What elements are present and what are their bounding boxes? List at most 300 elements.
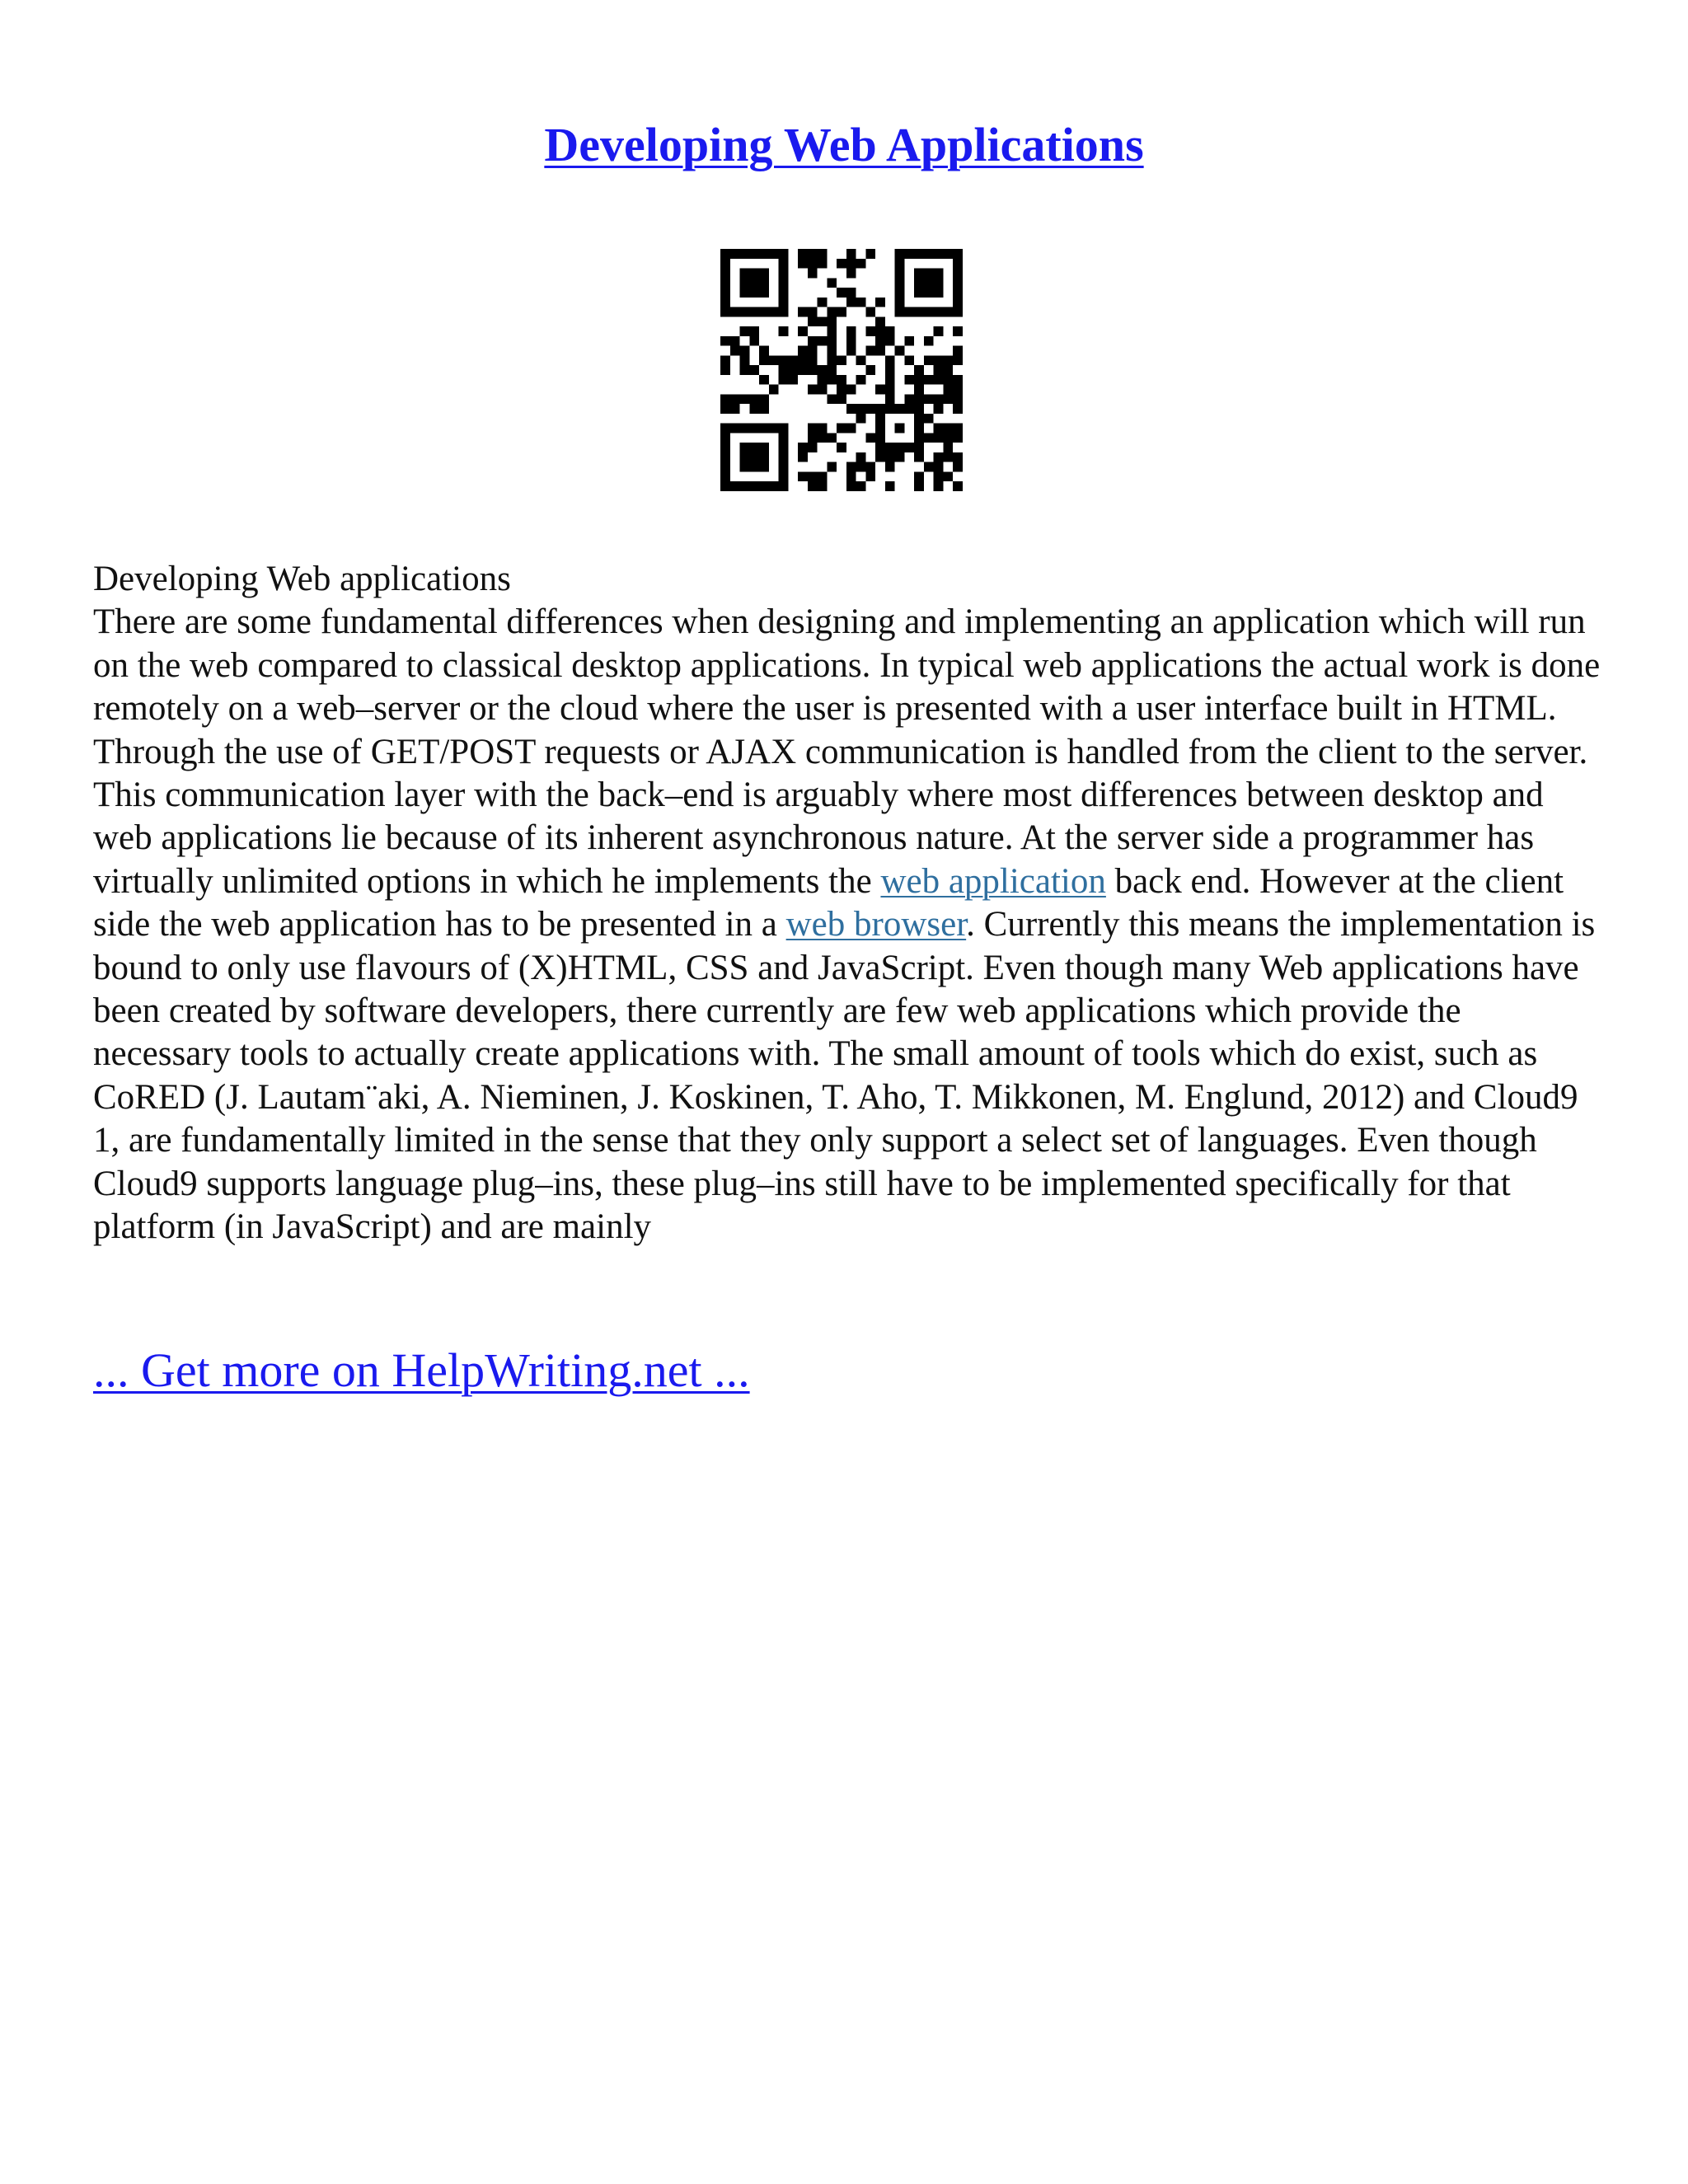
qr-module <box>953 433 963 443</box>
qr-module <box>924 278 934 288</box>
qr-module <box>740 462 750 472</box>
qr-module <box>924 414 934 424</box>
qr-module <box>914 404 924 414</box>
qr-module <box>740 346 750 356</box>
qr-module <box>895 307 905 317</box>
qr-module <box>740 394 750 404</box>
qr-module <box>895 346 905 356</box>
qr-module <box>934 375 944 385</box>
qr-module <box>895 288 905 298</box>
qr-module <box>808 365 818 375</box>
qr-module <box>943 433 953 443</box>
qr-module <box>953 452 963 462</box>
qr-module <box>808 269 818 279</box>
qr-module <box>953 307 963 317</box>
qr-module <box>759 278 769 288</box>
qr-module <box>924 336 934 346</box>
qr-module <box>788 355 798 365</box>
qr-module <box>856 355 866 365</box>
qr-module <box>846 346 856 356</box>
page-title <box>0 114 1688 176</box>
qr-module <box>914 249 924 259</box>
qr-module <box>730 346 740 356</box>
qr-module <box>914 375 924 385</box>
qr-module <box>885 481 895 491</box>
qr-module <box>827 462 837 472</box>
qr-module <box>740 249 750 259</box>
qr-module <box>865 462 875 472</box>
qr-module <box>720 298 730 307</box>
qr-module <box>934 433 944 443</box>
qr-module <box>827 433 837 443</box>
qr-module <box>914 288 924 298</box>
qr-module <box>885 355 895 365</box>
qr-module <box>759 288 769 298</box>
qr-module <box>846 481 856 491</box>
qr-module <box>808 481 818 491</box>
qr-module <box>885 365 895 375</box>
qr-module <box>875 385 885 395</box>
qr-module <box>720 481 730 491</box>
qr-module <box>924 355 934 365</box>
qr-module <box>720 462 730 472</box>
qr-module <box>953 462 963 472</box>
qr-module <box>749 288 759 298</box>
qr-module <box>759 424 769 434</box>
qr-module <box>953 385 963 395</box>
qr-module <box>914 365 924 375</box>
qr-module <box>914 414 924 424</box>
get-more-section <box>93 1339 750 1402</box>
title-link[interactable]: Developing Web Applications <box>544 118 1144 171</box>
qr-module <box>856 481 866 491</box>
qr-module <box>837 424 846 434</box>
qr-module <box>934 365 944 375</box>
qr-module <box>759 355 769 365</box>
qr-module <box>865 433 875 443</box>
qr-module <box>769 355 779 365</box>
qr-module <box>808 443 818 452</box>
qr-module <box>943 307 953 317</box>
qr-module <box>779 365 789 375</box>
qr-module <box>769 385 779 395</box>
qr-module <box>779 355 789 365</box>
qr-module <box>904 249 914 259</box>
qr-module <box>749 269 759 279</box>
qr-module <box>904 336 914 346</box>
qr-module <box>895 298 905 307</box>
qr-module <box>798 365 808 375</box>
qr-module <box>943 365 953 375</box>
qr-module <box>730 307 740 317</box>
qr-module <box>818 259 828 269</box>
qr-module <box>730 424 740 434</box>
qr-module <box>798 326 808 336</box>
qr-module <box>885 443 895 452</box>
qr-module <box>885 394 895 404</box>
qr-module <box>740 278 750 288</box>
qr-module <box>943 471 953 481</box>
qr-module <box>953 326 963 336</box>
qr-module <box>914 269 924 279</box>
qr-module <box>895 278 905 288</box>
qr-module <box>808 307 818 317</box>
qr-module <box>827 375 837 385</box>
qr-module <box>865 307 875 317</box>
qr-module <box>846 269 856 279</box>
qr-module <box>953 375 963 385</box>
qr-module <box>740 443 750 452</box>
qr-module <box>759 307 769 317</box>
qr-module <box>856 404 866 414</box>
qr-module <box>914 278 924 288</box>
qr-module <box>953 355 963 365</box>
web-browser-link[interactable]: web browser <box>785 905 967 944</box>
qr-module <box>827 326 837 336</box>
qr-code-icon <box>720 249 963 491</box>
qr-module <box>904 404 914 414</box>
qr-module <box>827 394 837 404</box>
qr-module <box>904 355 914 365</box>
qr-module <box>934 326 944 336</box>
qr-module <box>730 336 740 346</box>
qr-module <box>759 462 769 472</box>
qr-module <box>885 375 895 385</box>
qr-module <box>720 424 730 434</box>
qr-module <box>740 326 750 336</box>
qr-module <box>759 249 769 259</box>
qr-module <box>827 307 837 317</box>
qr-module <box>865 471 875 481</box>
qr-module <box>904 443 914 452</box>
qr-module <box>720 452 730 462</box>
qr-module <box>808 471 818 481</box>
qr-module <box>914 307 924 317</box>
qr-module <box>827 346 837 356</box>
qr-module <box>924 462 934 472</box>
qr-module <box>856 259 866 269</box>
qr-module <box>856 452 866 462</box>
qr-module <box>779 259 789 269</box>
qr-module <box>720 394 730 404</box>
qr-module <box>895 404 905 414</box>
qr-module <box>934 269 944 279</box>
qr-module <box>720 307 730 317</box>
qr-module <box>934 481 944 491</box>
qr-module <box>759 394 769 404</box>
article-body <box>93 558 1601 1249</box>
qr-module <box>769 307 779 317</box>
qr-module <box>720 355 730 365</box>
qr-module <box>846 259 856 269</box>
qr-module <box>720 269 730 279</box>
qr-module <box>720 278 730 288</box>
qr-module <box>769 249 779 259</box>
qr-module <box>798 307 808 317</box>
qr-module <box>749 404 759 414</box>
qr-module <box>808 259 818 269</box>
qr-module <box>875 433 885 443</box>
qr-module <box>953 481 963 491</box>
qr-module <box>953 424 963 434</box>
qr-module <box>779 307 789 317</box>
qr-module <box>818 471 828 481</box>
qr-module <box>943 385 953 395</box>
qr-module <box>914 394 924 404</box>
qr-module <box>953 404 963 414</box>
qr-module <box>895 249 905 259</box>
qr-module <box>895 259 905 269</box>
qr-module <box>720 288 730 298</box>
qr-module <box>798 346 808 356</box>
qr-module <box>749 336 759 346</box>
qr-module <box>856 414 866 424</box>
qr-module <box>818 385 828 395</box>
qr-module <box>846 471 856 481</box>
qr-module <box>808 316 818 326</box>
qr-module <box>885 385 895 395</box>
qr-module <box>837 385 846 395</box>
qr-code-graphic <box>720 249 963 491</box>
qr-module <box>943 443 953 452</box>
qr-module <box>749 394 759 404</box>
qr-module <box>720 336 730 346</box>
qr-module <box>808 355 818 365</box>
qr-module <box>779 326 789 336</box>
qr-module <box>779 471 789 481</box>
qr-module <box>846 424 856 434</box>
qr-module <box>904 307 914 317</box>
qr-module <box>779 424 789 434</box>
qr-module <box>779 452 789 462</box>
qr-module <box>759 443 769 452</box>
qr-module <box>779 433 789 443</box>
qr-module <box>740 452 750 462</box>
qr-module <box>779 278 789 288</box>
qr-module <box>924 375 934 385</box>
qr-module <box>749 365 759 375</box>
qr-module <box>924 249 934 259</box>
qr-module <box>720 404 730 414</box>
qr-module <box>837 355 846 365</box>
qr-module <box>943 375 953 385</box>
qr-module <box>759 269 769 279</box>
qr-module <box>798 249 808 259</box>
qr-module <box>818 336 828 346</box>
qr-module <box>779 375 789 385</box>
qr-module <box>837 394 846 404</box>
qr-module <box>759 481 769 491</box>
qr-module <box>875 414 885 424</box>
qr-module <box>818 249 828 259</box>
qr-module <box>827 278 837 288</box>
qr-module <box>934 471 944 481</box>
qr-module <box>953 278 963 288</box>
get-more-link[interactable]: ... Get more on HelpWriting.net ... <box>93 1343 750 1397</box>
qr-module <box>827 365 837 375</box>
qr-module <box>895 443 905 452</box>
qr-module <box>720 471 730 481</box>
qr-module <box>846 336 856 346</box>
qr-module <box>788 375 798 385</box>
qr-module <box>953 298 963 307</box>
qr-module <box>837 307 846 317</box>
qr-module <box>846 462 856 472</box>
qr-module <box>837 443 846 452</box>
qr-module <box>818 316 828 326</box>
qr-module <box>934 307 944 317</box>
qr-module <box>818 424 828 434</box>
qr-module <box>837 375 846 385</box>
article-heading: Developing Web applications <box>93 560 511 598</box>
qr-module <box>943 424 953 434</box>
qr-module <box>895 452 905 462</box>
qr-module <box>827 336 837 346</box>
qr-module <box>846 404 856 414</box>
qr-module <box>798 259 808 269</box>
qr-module <box>759 346 769 356</box>
qr-module <box>827 355 837 365</box>
qr-module <box>749 278 759 288</box>
qr-module <box>779 443 789 452</box>
qr-module <box>934 394 944 404</box>
qr-module <box>875 298 885 307</box>
qr-module <box>914 471 924 481</box>
qr-module <box>720 259 730 269</box>
qr-module <box>943 249 953 259</box>
qr-module <box>953 288 963 298</box>
web-application-link[interactable]: web application <box>880 861 1106 901</box>
qr-module <box>943 452 953 462</box>
qr-module <box>827 316 837 326</box>
qr-module <box>749 443 759 452</box>
qr-module <box>740 424 750 434</box>
qr-module <box>779 288 789 298</box>
qr-module <box>779 481 789 491</box>
qr-module <box>885 326 895 336</box>
qr-module <box>837 288 846 298</box>
qr-module <box>914 443 924 452</box>
qr-module <box>749 249 759 259</box>
qr-module <box>759 404 769 414</box>
qr-module <box>885 462 895 472</box>
qr-module <box>846 288 856 298</box>
qr-module <box>895 424 905 434</box>
qr-module <box>934 452 944 462</box>
qr-module <box>846 326 856 336</box>
qr-module <box>798 452 808 462</box>
qr-module <box>808 424 818 434</box>
qr-module <box>740 307 750 317</box>
qr-module <box>759 452 769 462</box>
qr-module <box>895 269 905 279</box>
qr-module <box>865 326 875 336</box>
qr-module <box>798 355 808 365</box>
qr-module <box>875 336 885 346</box>
qr-module <box>865 404 875 414</box>
qr-module <box>730 249 740 259</box>
qr-module <box>904 375 914 385</box>
qr-module <box>808 385 818 395</box>
qr-module <box>740 481 750 491</box>
qr-module <box>720 443 730 452</box>
qr-module <box>749 462 759 472</box>
qr-module <box>943 394 953 404</box>
qr-module <box>779 249 789 259</box>
qr-module <box>798 471 808 481</box>
qr-module <box>924 433 934 443</box>
qr-module <box>720 433 730 443</box>
qr-module <box>749 481 759 491</box>
qr-module <box>846 249 856 259</box>
qr-module <box>953 259 963 269</box>
qr-module <box>808 249 818 259</box>
qr-module <box>798 443 808 452</box>
qr-module <box>914 385 924 395</box>
qr-module <box>904 394 914 404</box>
qr-module <box>730 394 740 404</box>
qr-module <box>740 288 750 298</box>
qr-module <box>818 375 828 385</box>
qr-module <box>934 249 944 259</box>
qr-module <box>914 452 924 462</box>
qr-module <box>749 452 759 462</box>
qr-module <box>875 326 885 336</box>
qr-module <box>856 298 866 307</box>
qr-module <box>779 298 789 307</box>
qr-module <box>885 336 895 346</box>
qr-module <box>769 424 779 434</box>
qr-module <box>856 462 866 472</box>
qr-module <box>914 481 924 491</box>
qr-module <box>924 307 934 317</box>
article-paragraph <box>93 601 1601 1249</box>
qr-module <box>749 326 759 336</box>
qr-module <box>934 278 944 288</box>
qr-module <box>943 355 953 365</box>
qr-module <box>846 385 856 395</box>
qr-module <box>818 298 828 307</box>
qr-module <box>769 481 779 491</box>
qr-module <box>808 336 818 346</box>
qr-module <box>934 424 944 434</box>
qr-module <box>875 452 885 462</box>
qr-module <box>953 346 963 356</box>
qr-module <box>924 288 934 298</box>
paragraph-text-1: There are some fundamental differences when designing and implementing an application which will run on the web compared to classical desktop applications. In typical web applications the actual work is done remotely on a web–server or the cloud where the user is presented with a user interface built in HTML. Through the use of GET/POST requests or AJAX communication is handled from the client to the server. This communication layer with the back–end is arguably where most differences between desktop and web applications lie because of its inherent asynchronous nature. At the server side a programmer has virtually unlimited options in which he implements the <box>93 602 1601 901</box>
qr-module <box>865 346 875 356</box>
qr-module <box>808 433 818 443</box>
qr-module <box>934 462 944 472</box>
qr-module <box>749 307 759 317</box>
qr-module <box>837 259 846 269</box>
qr-module <box>934 355 944 365</box>
qr-module <box>740 269 750 279</box>
qr-module <box>934 404 944 414</box>
qr-module <box>818 433 828 443</box>
qr-module <box>808 346 818 356</box>
qr-module <box>720 365 730 375</box>
qr-module <box>875 346 885 356</box>
qr-module <box>749 424 759 434</box>
paragraph-text-3: . Currently this means the implementation is bound to only use flavours of (X)HTML, CSS and JavaScript. Even though many Web applications have been created by software developers, there currently are few web applications which provide the necessary tools to actually create applications with. The small amount of tools which do exist, such as CoRED (J. Lautam¨aki, A. Nieminen, J. Koskinen, T. Aho, T. Mikkonen, M. Englund, 2012) and Cloud9 1, are fundamentally limited in the sense that they only support a select set of languages. Even though Cloud9 supports language plug–ins, these plug–ins still have to be implemented specifically for that platform (in JavaScript) and are mainly <box>93 905 1596 1247</box>
qr-module <box>788 365 798 375</box>
qr-module <box>953 394 963 404</box>
qr-module <box>856 375 866 385</box>
qr-module <box>818 365 828 375</box>
qr-module <box>740 365 750 375</box>
qr-module <box>730 404 740 414</box>
